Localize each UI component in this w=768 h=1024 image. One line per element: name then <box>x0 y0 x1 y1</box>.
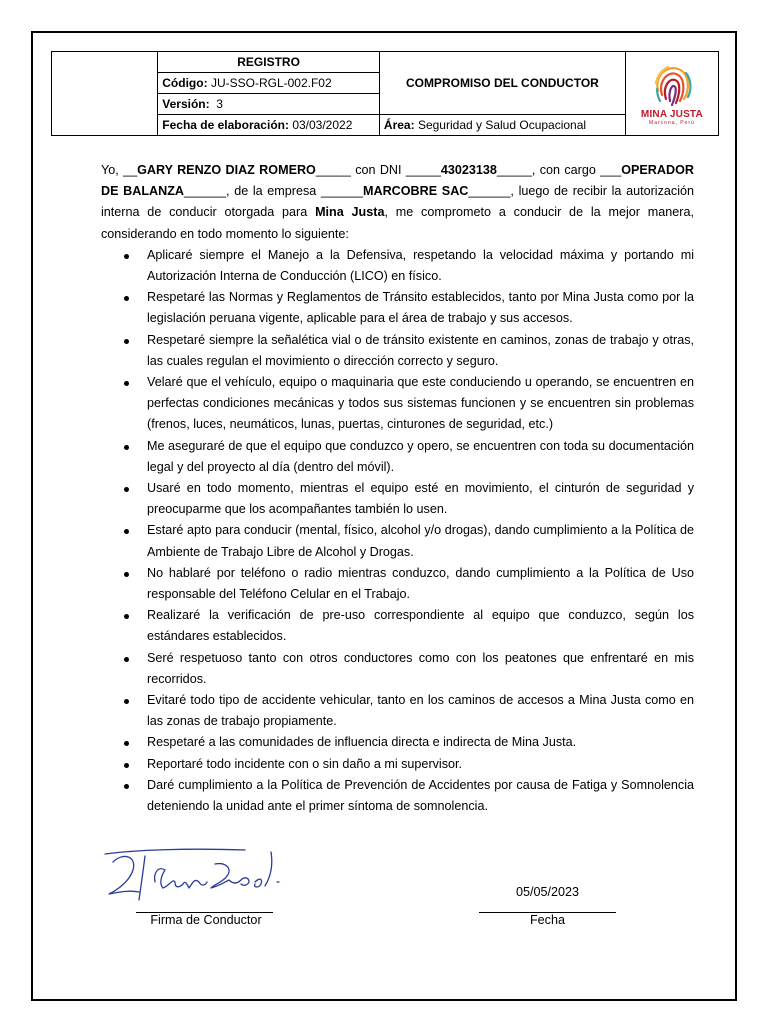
list-item <box>101 690 694 732</box>
list-item-text: Daré cumplimiento a la Política de Prevención de Accidentes por causa de Fatiga y Somnolencia deteniendo la unidad ante el primer síntoma de somnolencia. <box>147 777 694 814</box>
date-label: Fecha <box>529 913 565 927</box>
list-item-text: Seré respetuoso tanto con otros conductores como con los peatones que enfrentaré en mis recorridos. <box>147 650 694 686</box>
fingerprint-logo-icon <box>650 61 694 109</box>
handwritten-signature <box>95 842 295 912</box>
list-item-text: Evitaré todo tipo de accidente vehicular, tanto en los caminos de accesos a Mina Justa como en las zonas de trabajo propiamente. <box>147 693 694 729</box>
registro-label: REGISTRO <box>158 52 380 73</box>
company-logo <box>625 52 718 136</box>
bullet-icon <box>124 741 129 746</box>
list-item <box>101 287 694 329</box>
codigo-value: JU-SSO-RGL-002.F02 <box>210 76 332 90</box>
commitment-list <box>101 245 694 817</box>
bullet-icon <box>124 784 129 789</box>
list-item <box>101 372 694 436</box>
bullet-icon <box>124 445 129 450</box>
intro-text-3: _____, con cargo ___ <box>496 163 622 177</box>
intro-text-2: _____ con DNI _____ <box>315 163 441 177</box>
codigo-label: Código: <box>162 76 208 90</box>
list-item-text: Me aseguraré de que el equipo que conduzco y opero, se encuentren con toda su documentación legal y del proyecto al día (dentro del móvil). <box>147 438 694 474</box>
driver-empresa: MARCOBRE SAC <box>362 184 469 199</box>
list-item-text: Velaré que el vehículo, equipo o maquinaria que este conduciendo u operando, se encuentren en perfectas condiciones mecánicas y todos sus sistemas funcionen y se encuentren sin problemas (frenos, luces, neumáticos, lunas, puertas, cinturones de seguridad, etc.) <box>147 375 694 432</box>
list-item-text: Realizaré la verificación de pre-uso correspondiente al equipo que conduzco, según los estándares establecidos. <box>147 608 694 644</box>
list-item-text: Respetaré siempre la señalética vial o de tránsito existente en caminos, zonas de trabajo y otras, las cuales regulan el movimiento o dirección correcto y seguro. <box>147 332 694 368</box>
version-cell <box>158 94 380 115</box>
signature-label: Firma de Conductor <box>150 913 262 927</box>
list-item-text: Estaré apto para conducir (mental, físico, alcohol y/o drogas), dando cumplimiento a la Política de Ambiente de Trabajo Libre de Alcohol y Drogas. <box>147 523 694 559</box>
driver-dni: 43023138 <box>440 163 497 177</box>
list-item <box>101 520 694 562</box>
intro-text-6: , me comprometo a conducir de la mejor manera, considerando en todo momento lo siguiente: <box>101 205 694 241</box>
fecha-elaboracion-value: 03/03/2022 <box>292 118 353 132</box>
area-cell <box>379 115 625 136</box>
document-title: COMPROMISO DEL CONDUCTOR <box>379 52 625 115</box>
header-blank-cell <box>52 52 158 136</box>
list-item <box>101 563 694 605</box>
list-item-text: Aplicaré siempre el Manejo a la Defensiva, respetando la velocidad máxima y portando mi Autorización Interna de Conducción (LICO) en físico. <box>147 247 694 284</box>
version-value: 3 <box>216 97 223 111</box>
list-item <box>101 330 694 372</box>
document-body <box>101 160 694 817</box>
list-item <box>101 648 694 690</box>
intro-text-4: ______, de la empresa ______ <box>184 184 363 199</box>
document-header <box>51 51 719 136</box>
fecha-elaboracion-label: Fecha de elaboración: <box>162 118 289 132</box>
bullet-icon <box>124 763 129 768</box>
list-item <box>101 436 694 478</box>
bullet-icon <box>124 572 129 577</box>
bullet-icon <box>124 254 129 259</box>
bullet-icon <box>124 296 129 301</box>
list-item-text: Respetaré las Normas y Reglamentos de Tránsito establecidos, tanto por Mina Justa como por la legislación peruana vigente, aplicable para el área de trabajo y sus accesos. <box>147 290 694 326</box>
list-item <box>101 478 694 520</box>
signature-date: 05/05/2023 <box>515 885 580 899</box>
area-value: Seguridad y Salud Ocupacional <box>417 118 587 132</box>
list-item <box>101 754 694 775</box>
bullet-icon <box>124 699 129 704</box>
list-item <box>101 605 694 647</box>
logo-location: Marcona, Perú <box>649 120 695 126</box>
driver-cargo: OPERADOR DE BALANZA <box>101 163 694 199</box>
list-item-text: Reportaré todo incidente con o sin daño a mi supervisor. <box>147 756 463 771</box>
bullet-icon <box>124 381 129 386</box>
intro-text-1: Yo, __ <box>101 163 138 177</box>
commitment-intro <box>101 160 694 245</box>
logo-wordmark: MINA JUSTA <box>640 109 703 120</box>
list-item-text: Respetaré a las comunidades de influencia directa e indirecta de Mina Justa. <box>147 735 577 750</box>
bullet-icon <box>124 487 129 492</box>
bullet-icon <box>124 529 129 534</box>
bullet-icon <box>124 657 129 662</box>
bullet-icon <box>124 614 129 619</box>
bullet-icon <box>124 339 129 344</box>
driver-name: GARY RENZO DIAZ ROMERO <box>137 163 316 177</box>
mina-name: Mina Justa <box>315 205 385 220</box>
intro-text-5: ______, luego de recibir la autorización interna de conducir otorgada para <box>101 184 694 220</box>
list-item-text: Usaré en todo momento, mientras el equipo esté en movimiento, el cinturón de seguridad y preocuparme que los acompañantes también lo usen. <box>147 481 694 517</box>
area-label: Área: <box>383 118 415 132</box>
list-item <box>101 775 694 817</box>
fecha-elaboracion-cell <box>158 115 380 136</box>
list-item <box>101 732 694 753</box>
list-item <box>101 245 694 287</box>
list-item-text: No hablaré por teléfono o radio mientras conduzco, dando cumplimiento a la Política de Uso responsable del Teléfono Celular en el Trabajo. <box>147 565 694 602</box>
version-label: Versión: <box>162 97 210 111</box>
codigo-cell <box>158 73 380 94</box>
